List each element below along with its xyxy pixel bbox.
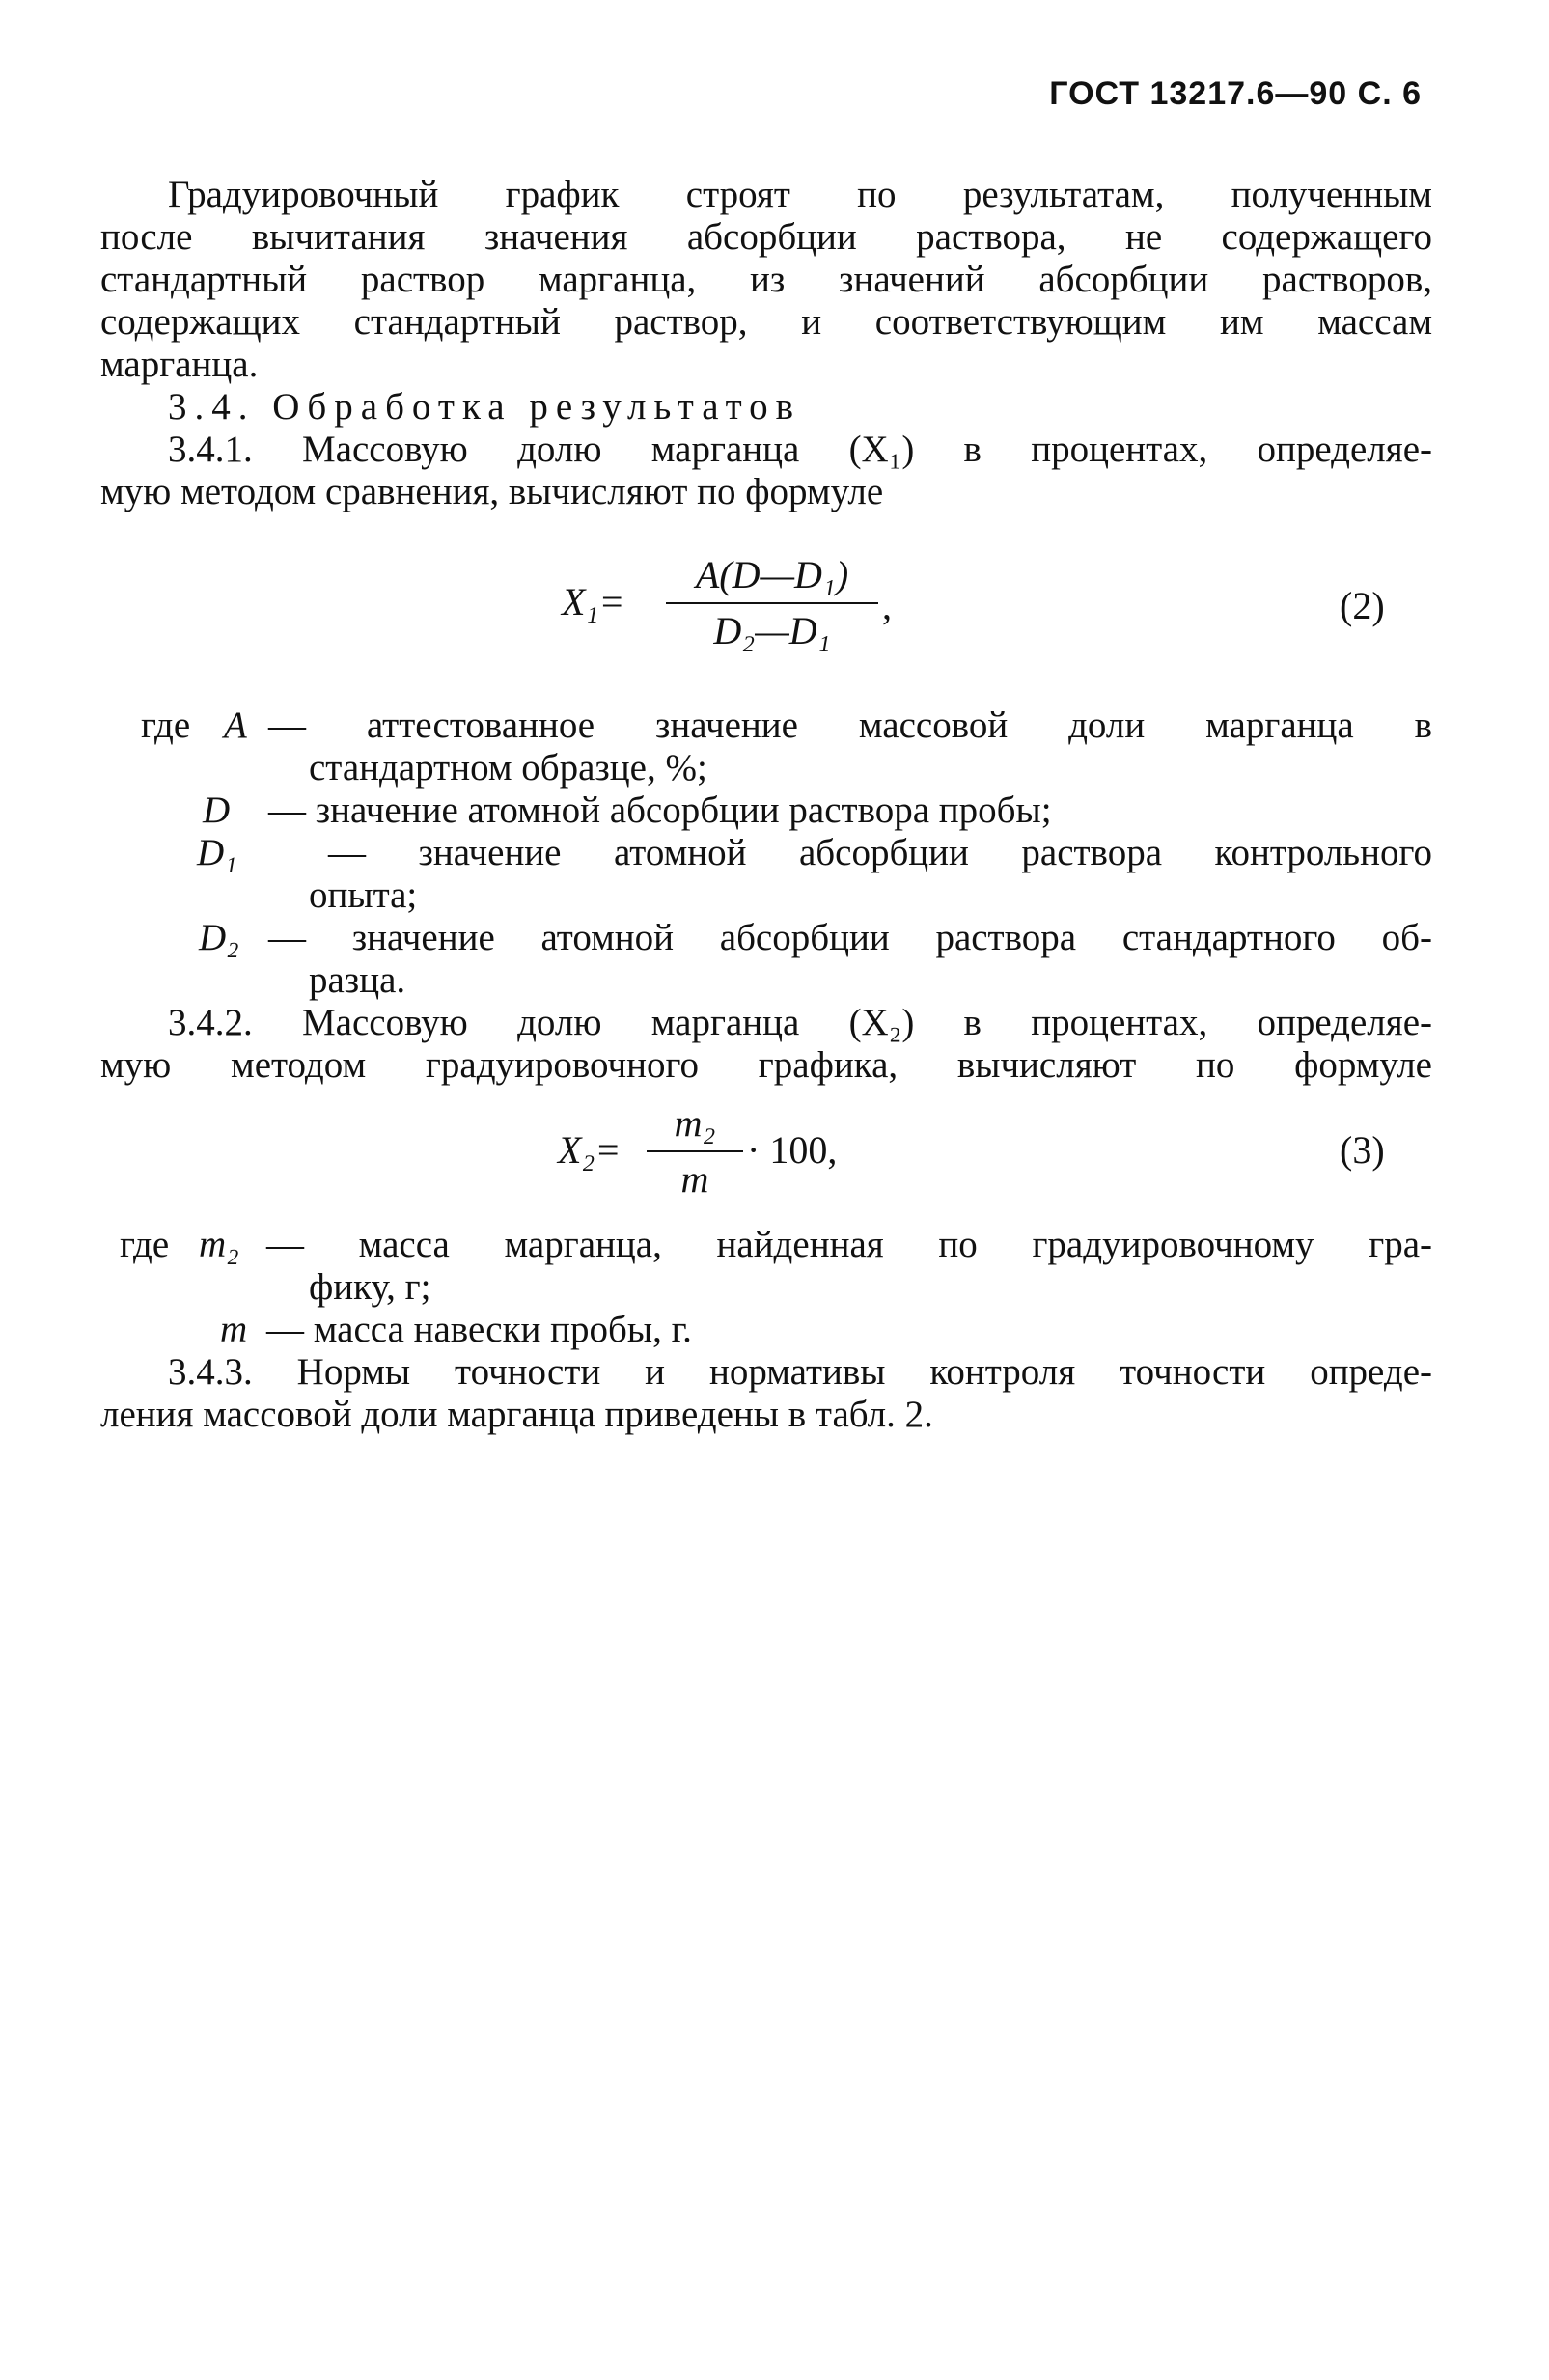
formula-3-trail: · 100, — [747, 1128, 838, 1172]
formula-2-denominator: D₂—D₁ — [713, 609, 831, 652]
def2-symbol-a: A — [224, 705, 247, 746]
para-342-line-2: мую методом градуировочного графика, вычисляют по формуле — [100, 1044, 1432, 1086]
para1-line-4: содержащих стандартный раствор, и соответствующим им массам — [100, 301, 1432, 343]
para1-line-1: Градуировочный график строят по результатам, полученным — [168, 174, 1432, 215]
para-343-line-1: 3.4.3. Нормы точности и нормативы контроля точности опреде- — [168, 1351, 1432, 1393]
para1-line-2: после вычитания значения абсорбции раствора, не содержащего — [100, 216, 1432, 258]
def2-symbol-d: D — [203, 789, 231, 831]
def2-text-a-cont: стандартном образце, %; — [309, 747, 707, 789]
formula-3-fraction-bar — [647, 1150, 743, 1152]
para-341-line-1: 3.4.1. Массовую долю марганца (X₁) в процентах, определяе- — [168, 429, 1432, 470]
formula-2-numerator: A(D—D₁) — [695, 553, 849, 596]
para-343-line-2: ления массовой доли марганца приведены в табл. 2. — [100, 1394, 933, 1435]
formula-3-lhs: X₂= — [558, 1128, 622, 1172]
def2-where: где — [141, 705, 191, 746]
def3-text-m2: — масса марганца, найденная по градуировочному гра- — [266, 1224, 1432, 1265]
def2-symbol-d2: D₂ — [199, 917, 239, 958]
def2-text-d: — значение атомной абсорбции раствора пробы; — [268, 789, 1052, 831]
para1-line-5: марганца. — [100, 344, 259, 385]
def2-text-d1: — значение атомной абсорбции раствора контрольного — [328, 832, 1432, 873]
def3-where: где — [120, 1224, 170, 1265]
def3-symbol-m: m — [220, 1309, 248, 1350]
def3-symbol-m2: m₂ — [199, 1224, 239, 1265]
def3-text-m2-cont: фику, г; — [309, 1266, 431, 1308]
def2-symbol-d1: D₁ — [197, 832, 237, 873]
formula-2-lhs: X₁= — [562, 580, 625, 623]
formula-3-numerator: m₂ — [674, 1101, 716, 1145]
para-342-line-1: 3.4.2. Массовую долю марганца (X₂) в процентах, определяе- — [168, 1002, 1432, 1043]
formula-2-trail: , — [882, 584, 892, 627]
def2-text-a: — аттестованное значение массовой доли марганца в — [268, 705, 1432, 746]
para1-line-3: стандартный раствор марганца, из значений абсорбции растворов, — [100, 259, 1432, 300]
formula-3-number: (3) — [1340, 1128, 1385, 1172]
def3-text-m: — масса навески пробы, г. — [266, 1309, 692, 1350]
para-341-line-2: мую методом сравнения, вычисляют по формуле — [100, 471, 884, 512]
section-heading: 3.4. Обработка результатов — [168, 386, 802, 428]
page-header: ГОСТ 13217.6—90 С. 6 — [1049, 75, 1422, 112]
def2-text-d2: — значение атомной абсорбции раствора стандартного об- — [268, 917, 1432, 958]
formula-3-denominator: m — [680, 1157, 709, 1201]
formula-2-number: (2) — [1340, 584, 1385, 627]
def2-text-d2-cont: разца. — [309, 959, 406, 1001]
formula-2-fraction-bar — [666, 602, 878, 604]
def2-text-d1-cont: опыта; — [309, 874, 418, 916]
